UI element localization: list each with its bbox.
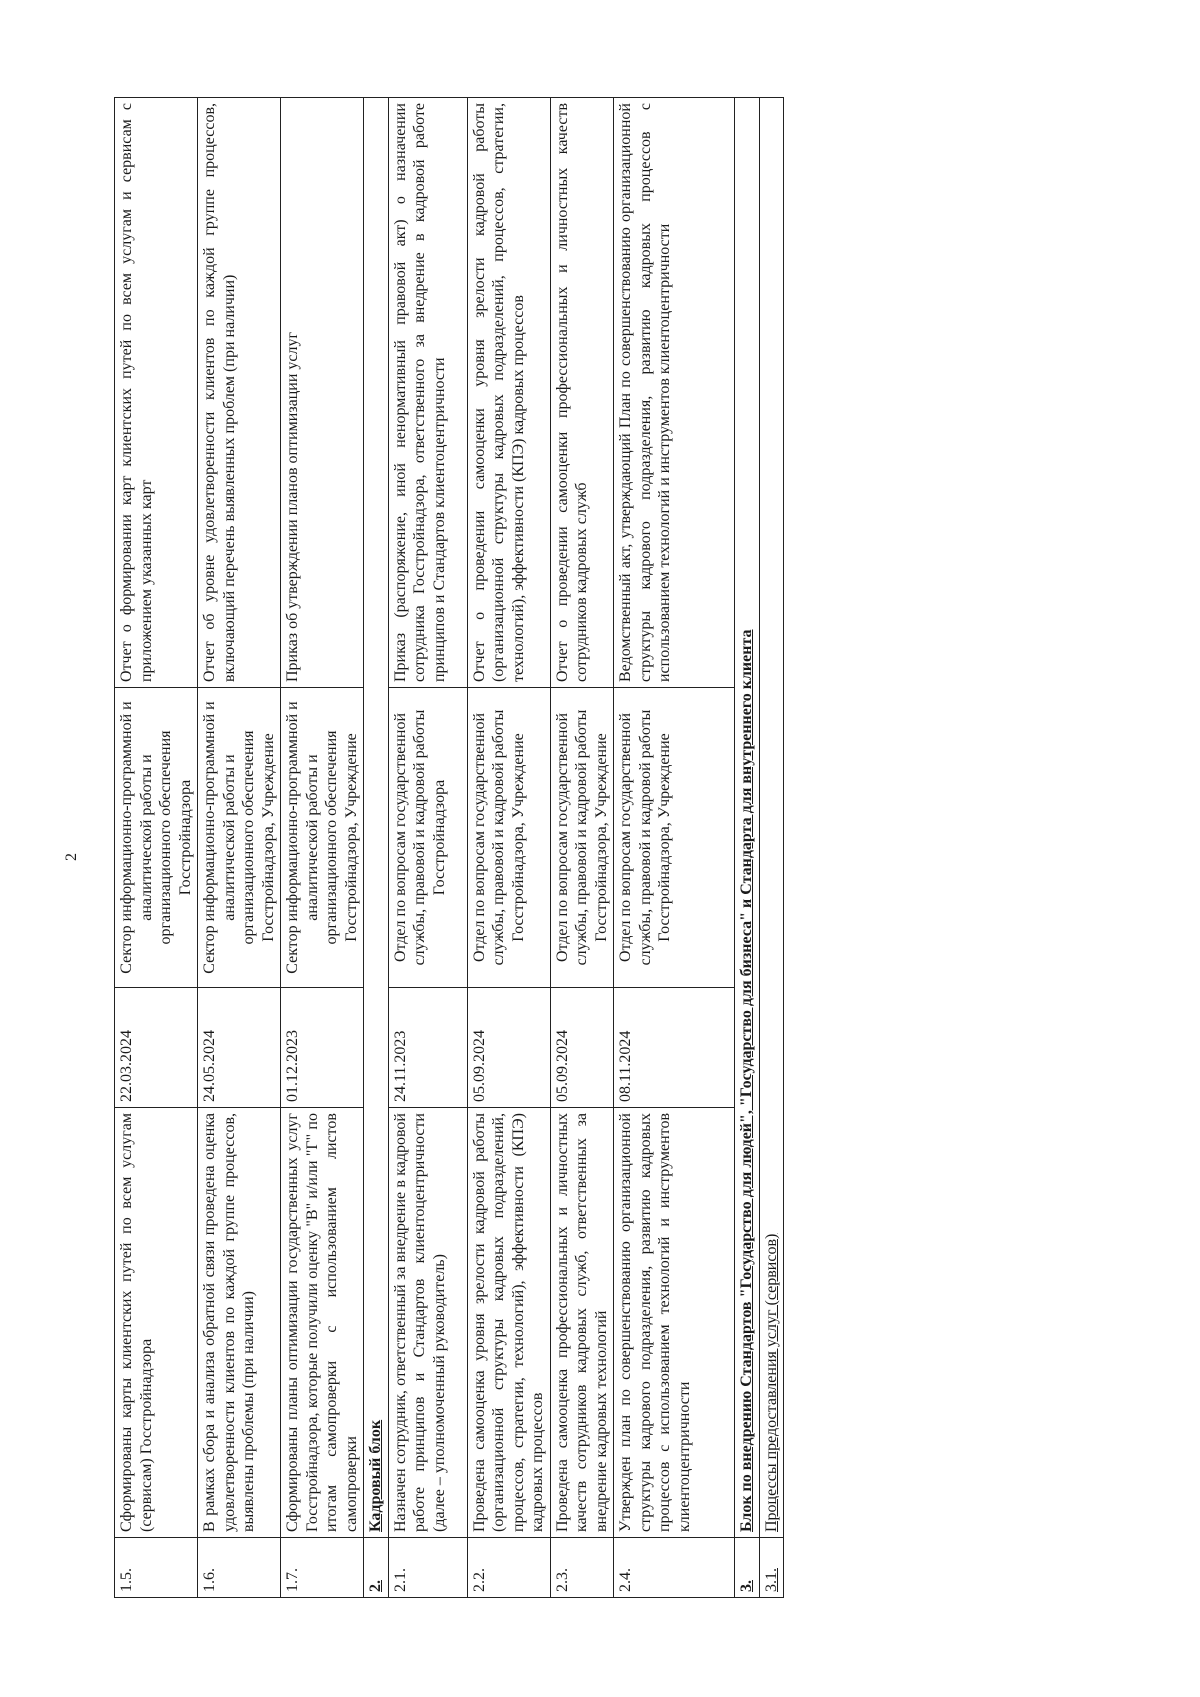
row-number: 2.3. (550, 1538, 614, 1598)
section-title: Блок по внедрению Стандартов "Государство для людей", "Государство для бизнеса" и Стандарта для внутреннего клиента (735, 98, 760, 1538)
table-row (467, 98, 550, 1598)
table-row (388, 98, 467, 1598)
subsection-title: Процессы предоставления услуг (сервисов) (759, 98, 784, 1538)
row-description: Утвержден план по совершенствованию организационной структуры кадрового подразделения, развитию кадровых процессов с использованием технологий и инструментов клиентоцентричности (614, 1108, 735, 1538)
row-document: Отчет об уровне удовлетворенности клиентов по каждой группе процессов, включающий перечень выявленных проблем (при наличии) (198, 98, 281, 688)
row-number: 2.2. (467, 1538, 550, 1598)
row-document: Ведомственный акт, утверждающий План по совершенствованию организационной структуры кадрового подразделения, развитию кадровых процессов с использованием технологий и инструментов клиентоцентричности (614, 98, 735, 688)
row-responsible: Сектор информационно-программной и аналитической работы и организационного обеспечения Госстройнадзора (115, 688, 198, 988)
row-responsible: Отдел по вопросам государственной службы, правовой и кадровой работы Госстройнадзора, Учреждение (550, 688, 614, 988)
row-date: 08.11.2024 (614, 988, 735, 1108)
subsection-number: 3.1. (759, 1538, 784, 1598)
row-description: Проведена самооценка профессиональных и личностных качеств сотрудников кадровых служб, ответственных за внедрение кадровых технологий (550, 1108, 614, 1538)
row-date: 01.12.2023 (281, 988, 364, 1108)
row-document: Отчет о проведении самооценки уровня зрелости кадровой работы (организационной структуры кадровых подразделений, процессов, стратегии, технологий), эффективности (КПЭ) кадровых процессов (467, 98, 550, 688)
row-responsible: Отдел по вопросам государственной службы, правовой и кадровой работы Госстройнадзора, Учреждение (614, 688, 735, 988)
table-row (115, 98, 198, 1598)
section-number: 2. (364, 1538, 389, 1598)
row-number: 1.6. (198, 1538, 281, 1598)
table-row (614, 98, 735, 1598)
row-date: 05.09.2024 (550, 988, 614, 1108)
table-row (281, 98, 364, 1598)
row-number: 2.1. (388, 1538, 467, 1598)
table-row (550, 98, 614, 1598)
row-responsible: Сектор информационно-программной и аналитической работы и организационного обеспечения Госстройнадзора, Учреждение (198, 688, 281, 988)
row-responsible: Отдел по вопросам государственной службы, правовой и кадровой работы Госстройнадзора (388, 688, 467, 988)
row-number: 1.5. (115, 1538, 198, 1598)
row-responsible: Сектор информационно-программной и аналитической работы и организационного обеспечения Госстройнадзора, Учреждение (281, 688, 364, 988)
document-table-rotated (114, 98, 984, 1598)
row-date: 05.09.2024 (467, 988, 550, 1108)
row-document: Приказ об утверждении планов оптимизации услуг (281, 98, 364, 688)
section-row (735, 98, 760, 1598)
row-document: Отчет о проведении самооценки профессиональных и личностных качеств сотрудников кадровых служб (550, 98, 614, 688)
row-date: 24.05.2024 (198, 988, 281, 1108)
row-date: 22.03.2024 (115, 988, 198, 1108)
section-title: Кадровый блок (364, 98, 389, 1538)
row-responsible: Отдел по вопросам государственной службы, правовой и кадровой работы Госстройнадзора, Учреждение (467, 688, 550, 988)
page-number: 2 (63, 853, 80, 861)
row-description: Сформированы карты клиентских путей по всем услугам (сервисам) Госстройнадзора (115, 1108, 198, 1538)
row-description: Назначен сотрудник, ответственный за внедрение в кадровой работе принципов и Стандартов клиентоцентричности (далее – уполномоченный руководитель) (388, 1108, 467, 1538)
section-number: 3. (735, 1538, 760, 1598)
row-document: Отчет о формировании карт клиентских путей по всем услугам и сервисам с приложением указанных карт (115, 98, 198, 688)
row-description: В рамках сбора и анализа обратной связи проведена оценка удовлетворенности клиентов по каждой группе процессов, выявлены проблемы (при наличии) (198, 1108, 281, 1538)
table-row (198, 98, 281, 1598)
row-description: Проведена самооценка уровня зрелости кадровой работы (организационной структуры кадровых подразделений, процессов, стратегии, технологий), эффективности (КПЭ) кадровых процессов (467, 1108, 550, 1538)
subsection-row (759, 98, 784, 1598)
section-row (364, 98, 389, 1598)
row-date: 24.11.2023 (388, 988, 467, 1108)
row-number: 1.7. (281, 1538, 364, 1598)
row-description: Сформированы планы оптимизации государственных услуг Госстройнадзора, которые получили оценку "В" и/или "Г" по итогам самопроверки с использованием листов самопроверки (281, 1108, 364, 1538)
row-document: Приказ (распоряжение, иной ненормативный правовой акт) о назначении сотрудника Госстройнадзора, ответственного за внедрение в кадровой работе принципов и Стандартов клиентоцентричности (388, 98, 467, 688)
row-number: 2.4. (614, 1538, 735, 1598)
plan-table (114, 97, 784, 1598)
